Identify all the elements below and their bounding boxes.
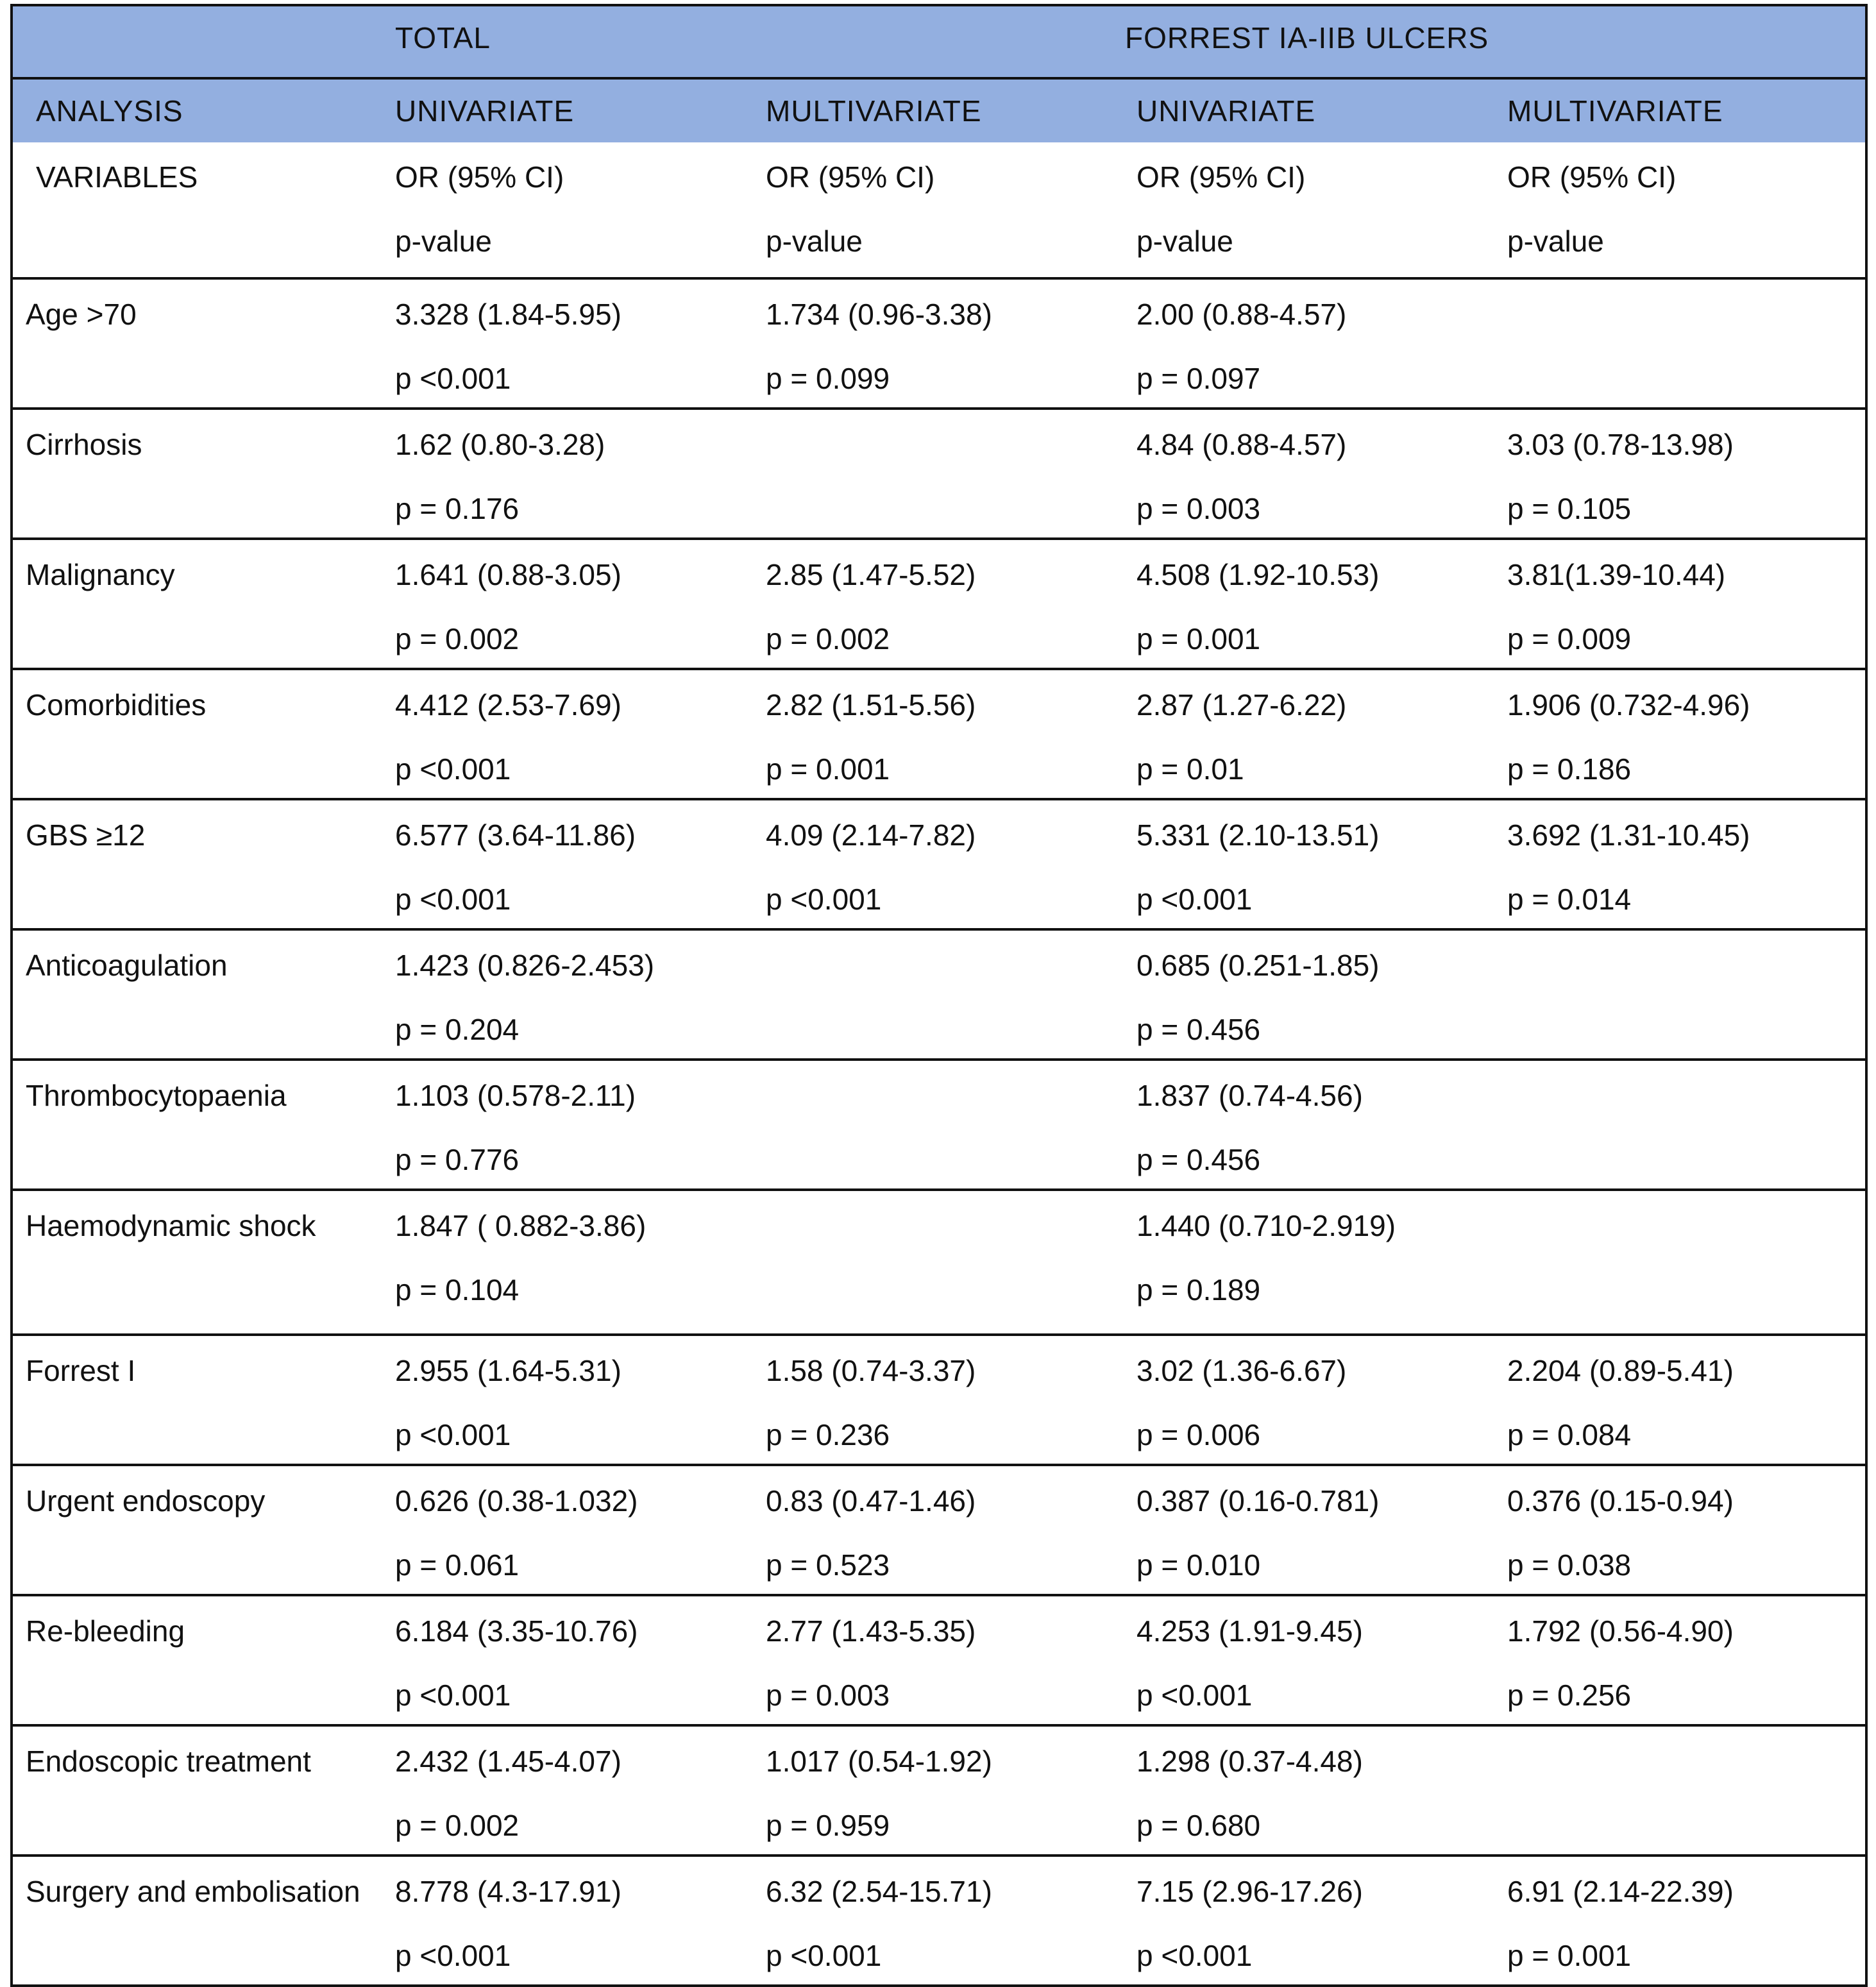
p-value: [1496, 335, 1865, 358]
variable-label: Endoscopic treatment: [26, 1745, 311, 1778]
result-cell: [1125, 1465, 1496, 1595]
result-cell: [384, 1335, 754, 1465]
table-row: [12, 1060, 1866, 1190]
variable-cell: [12, 278, 384, 409]
p-value: p = 0.003: [1137, 492, 1261, 525]
odds-ratio-value: 3.328 (1.84-5.95): [395, 298, 621, 331]
result-cell: [1496, 1190, 1866, 1335]
header-group-row: [12, 5, 1866, 78]
variable-cell: [12, 1856, 384, 1986]
variable-cell: [12, 929, 384, 1060]
variable-label: Thrombocytopaenia: [26, 1079, 287, 1112]
p-value: p = 0.003: [766, 1678, 890, 1712]
p-value: p <0.001: [395, 1678, 511, 1712]
p-value: p = 0.959: [766, 1809, 890, 1842]
p-value: p <0.001: [766, 883, 882, 916]
header-forrest: FORREST IA-IIB ULCERS: [1125, 21, 1489, 55]
odds-ratio-value: 1.734 (0.96-3.38): [766, 298, 992, 331]
header-analysis-row: [12, 78, 1866, 142]
result-cell: [754, 929, 1125, 1060]
result-cell: [384, 929, 754, 1060]
p-value: p = 0.009: [1507, 622, 1632, 655]
odds-ratio-value: 2.82 (1.51-5.56): [766, 688, 976, 722]
odds-ratio-value: 6.91 (2.14-22.39): [1507, 1875, 1734, 1908]
p-value: p = 0.084: [1507, 1418, 1632, 1451]
p-value: p <0.001: [1137, 1939, 1253, 1972]
odds-ratio-value: 3.81(1.39-10.44): [1507, 558, 1726, 591]
result-cell: [384, 1725, 754, 1856]
result-cell: [1125, 929, 1496, 1060]
odds-ratio-value: 2.955 (1.64-5.31): [395, 1354, 621, 1387]
p-value: p = 0.01: [1137, 752, 1244, 786]
result-cell: [1125, 539, 1496, 669]
variable-cell: [12, 1335, 384, 1465]
p-value: p = 0.204: [395, 1013, 520, 1046]
odds-ratio-value: 6.577 (3.64-11.86): [395, 818, 636, 852]
variable-label: Cirrhosis: [26, 428, 142, 461]
header-or-ci: OR (95% CI): [395, 160, 564, 194]
variable-label: Age >70: [26, 298, 137, 331]
odds-ratio-value: 3.03 (0.78-13.98): [1507, 428, 1734, 461]
odds-ratio-value: 1.847 ( 0.882-3.86): [395, 1209, 646, 1242]
result-cell: [384, 278, 754, 409]
p-value: [1496, 1246, 1865, 1269]
header-or-ci: OR (95% CI): [1507, 160, 1677, 194]
p-value: p = 0.456: [1137, 1013, 1261, 1046]
odds-ratio-value: 2.00 (0.88-4.57): [1137, 298, 1347, 331]
odds-ratio-value: 2.85 (1.47-5.52): [766, 558, 976, 591]
odds-ratio-value: 1.641 (0.88-3.05): [395, 558, 621, 591]
variable-label: Malignancy: [26, 558, 175, 591]
header-multivariate-forrest: MULTIVARIATE: [1507, 94, 1723, 128]
result-cell: [1496, 1335, 1866, 1465]
p-value: p <0.001: [766, 1939, 882, 1972]
variable-cell: [12, 1190, 384, 1335]
odds-ratio-value: 0.685 (0.251-1.85): [1137, 949, 1380, 982]
p-value: [1496, 1782, 1865, 1805]
p-value: [1496, 1116, 1865, 1139]
p-value: [754, 986, 1125, 1009]
p-value: p = 0.105: [1507, 492, 1632, 525]
p-value: p = 0.002: [395, 622, 520, 655]
table-row: [12, 1190, 1866, 1335]
odds-ratio-value: 3.02 (1.36-6.67): [1137, 1354, 1347, 1387]
result-cell: [1496, 929, 1866, 1060]
table-row: [12, 1335, 1866, 1465]
p-value: p = 0.456: [1137, 1143, 1261, 1176]
variable-cell: [12, 1060, 384, 1190]
header-or-ci: OR (95% CI): [1137, 160, 1306, 194]
header-variables: VARIABLES: [36, 160, 198, 194]
result-cell: [754, 1856, 1125, 1986]
table-row: [12, 539, 1866, 669]
header-or-ci: OR (95% CI): [766, 160, 935, 194]
result-cell: [384, 669, 754, 799]
p-value: p = 0.680: [1137, 1809, 1261, 1842]
result-cell: [754, 278, 1125, 409]
header-p-value: p-value: [766, 224, 863, 258]
result-cell: [384, 1595, 754, 1725]
result-cell: [1496, 1060, 1866, 1190]
odds-ratio-value: 4.253 (1.91-9.45): [1137, 1614, 1363, 1648]
odds-ratio-value: 5.331 (2.10-13.51): [1137, 818, 1380, 852]
header-empty-cell: [12, 5, 384, 78]
result-cell: [384, 409, 754, 539]
odds-ratio-value: 4.412 (2.53-7.69): [395, 688, 621, 722]
result-cell: [1496, 409, 1866, 539]
result-cell: [384, 799, 754, 929]
result-cell: [1125, 799, 1496, 929]
variable-label: Surgery and embolisation: [26, 1875, 360, 1908]
header-variables-row: [12, 142, 1866, 278]
result-cell: [1125, 669, 1496, 799]
odds-ratio-value: 1.103 (0.578-2.11): [395, 1079, 636, 1112]
p-value: [754, 465, 1125, 488]
table-row: [12, 1465, 1866, 1595]
variable-label: Haemodynamic shock: [26, 1209, 316, 1242]
p-value: p = 0.189: [1137, 1273, 1261, 1306]
result-cell: [1496, 669, 1866, 799]
p-value: p = 0.001: [1137, 622, 1261, 655]
p-value: p <0.001: [1137, 1678, 1253, 1712]
odds-ratio-value: 1.62 (0.80-3.28): [395, 428, 605, 461]
header-univariate-total: UNIVARIATE: [395, 94, 575, 128]
result-cell: [1125, 1335, 1496, 1465]
p-value: [754, 1246, 1125, 1269]
variable-label: GBS ≥12: [26, 818, 146, 852]
result-cell: [384, 539, 754, 669]
odds-ratio-value: 2.432 (1.45-4.07): [395, 1745, 621, 1778]
result-cell: [1125, 278, 1496, 409]
variable-cell: [12, 1465, 384, 1595]
table-row: [12, 1725, 1866, 1856]
header-p-value: p-value: [395, 224, 492, 258]
result-cell: [754, 1725, 1125, 1856]
odds-ratio-value: [1496, 1061, 1865, 1116]
variable-label: Forrest I: [26, 1354, 136, 1387]
odds-ratio-value: 7.15 (2.96-17.26): [1137, 1875, 1363, 1908]
p-value: p = 0.001: [766, 752, 890, 786]
p-value: [754, 1116, 1125, 1139]
p-value: [1496, 986, 1865, 1009]
odds-ratio-value: 1.58 (0.74-3.37): [766, 1354, 976, 1387]
odds-ratio-value: 2.87 (1.27-6.22): [1137, 688, 1347, 722]
result-cell: [1125, 1595, 1496, 1725]
p-value: p = 0.002: [766, 622, 890, 655]
odds-ratio-table: [10, 4, 1868, 1987]
p-value: p <0.001: [1137, 883, 1253, 916]
odds-ratio-value: 3.692 (1.31-10.45): [1507, 818, 1750, 852]
header-p-value: p-value: [1137, 224, 1233, 258]
result-cell: [384, 1060, 754, 1190]
variable-cell: [12, 1725, 384, 1856]
variable-cell: [12, 1595, 384, 1725]
table-row: [12, 669, 1866, 799]
odds-ratio-value: 4.508 (1.92-10.53): [1137, 558, 1380, 591]
p-value: p = 0.176: [395, 492, 520, 525]
odds-ratio-value: 6.32 (2.54-15.71): [766, 1875, 992, 1908]
header-univariate-forrest: UNIVARIATE: [1137, 94, 1316, 128]
odds-ratio-value: 4.09 (2.14-7.82): [766, 818, 976, 852]
variable-label: Urgent endoscopy: [26, 1484, 266, 1518]
header-total-cell: [384, 5, 754, 78]
result-cell: [1496, 799, 1866, 929]
header-multivariate-total: MULTIVARIATE: [766, 94, 982, 128]
result-cell: [754, 1595, 1125, 1725]
p-value: p = 0.776: [395, 1143, 520, 1176]
result-cell: [1125, 1190, 1496, 1335]
p-value: p = 0.097: [1137, 362, 1261, 395]
odds-ratio-value: 1.423 (0.826-2.453): [395, 949, 655, 982]
p-value: p = 0.006: [1137, 1418, 1261, 1451]
odds-ratio-value: 1.017 (0.54-1.92): [766, 1745, 992, 1778]
odds-ratio-value: 0.83 (0.47-1.46): [766, 1484, 976, 1518]
result-cell: [384, 1190, 754, 1335]
result-cell: [1496, 278, 1866, 409]
odds-ratio-value: [1496, 280, 1865, 335]
result-cell: [1496, 1595, 1866, 1725]
table-row: [12, 1856, 1866, 1986]
odds-ratio-value: [754, 1191, 1125, 1246]
table-row: [12, 929, 1866, 1060]
odds-ratio-value: [754, 931, 1125, 986]
p-value: p = 0.099: [766, 362, 890, 395]
result-cell: [754, 409, 1125, 539]
odds-ratio-value: [754, 1061, 1125, 1116]
odds-ratio-value: [1496, 1191, 1865, 1246]
odds-ratio-value: 1.792 (0.56-4.90): [1507, 1614, 1734, 1648]
p-value: p = 0.061: [395, 1548, 520, 1582]
result-cell: [1125, 409, 1496, 539]
result-cell: [1125, 1060, 1496, 1190]
p-value: p = 0.236: [766, 1418, 890, 1451]
p-value: p = 0.104: [395, 1273, 520, 1306]
table-row: [12, 1595, 1866, 1725]
result-cell: [1125, 1856, 1496, 1986]
odds-ratio-value: 1.298 (0.37-4.48): [1137, 1745, 1363, 1778]
odds-ratio-value: 8.778 (4.3-17.91): [395, 1875, 621, 1908]
result-cell: [384, 1856, 754, 1986]
result-cell: [754, 539, 1125, 669]
odds-ratio-value: 1.440 (0.710-2.919): [1137, 1209, 1396, 1242]
odds-ratio-value: 1.906 (0.732-4.96): [1507, 688, 1750, 722]
p-value: p = 0.010: [1137, 1548, 1261, 1582]
result-cell: [754, 1465, 1125, 1595]
result-cell: [754, 1190, 1125, 1335]
variable-label: Re-bleeding: [26, 1614, 185, 1648]
p-value: p = 0.038: [1507, 1548, 1632, 1582]
table-row: [12, 409, 1866, 539]
p-value: p <0.001: [395, 362, 511, 395]
odds-ratio-value: 0.626 (0.38-1.032): [395, 1484, 638, 1518]
p-value: p = 0.014: [1507, 883, 1632, 916]
p-value: p <0.001: [395, 883, 511, 916]
result-cell: [1496, 1465, 1866, 1595]
result-cell: [384, 1465, 754, 1595]
odds-ratio-value: 1.837 (0.74-4.56): [1137, 1079, 1363, 1112]
header-p-value: p-value: [1507, 224, 1604, 258]
p-value: p <0.001: [395, 752, 511, 786]
header-forrest-cell: [1125, 5, 1866, 78]
variable-cell: [12, 539, 384, 669]
result-cell: [754, 669, 1125, 799]
p-value: p = 0.523: [766, 1548, 890, 1582]
variable-label: Anticoagulation: [26, 949, 228, 982]
p-value: p = 0.186: [1507, 752, 1632, 786]
result-cell: [1496, 1725, 1866, 1856]
result-cell: [754, 1335, 1125, 1465]
odds-ratio-value: 2.77 (1.43-5.35): [766, 1614, 976, 1648]
odds-ratio-value: 2.204 (0.89-5.41): [1507, 1354, 1734, 1387]
odds-ratio-value: [1496, 931, 1865, 986]
result-cell: [1496, 1856, 1866, 1986]
header-analysis: ANALYSIS: [36, 94, 183, 128]
result-cell: [754, 799, 1125, 929]
variable-cell: [12, 409, 384, 539]
result-cell: [1496, 539, 1866, 669]
odds-ratio-value: 4.84 (0.88-4.57): [1137, 428, 1347, 461]
p-value: p <0.001: [395, 1418, 511, 1451]
header-total: TOTAL: [395, 21, 491, 55]
p-value: p = 0.256: [1507, 1678, 1632, 1712]
table-row: [12, 799, 1866, 929]
odds-ratio-value: [754, 410, 1125, 465]
odds-ratio-value: [1496, 1727, 1865, 1782]
odds-ratio-value: 6.184 (3.35-10.76): [395, 1614, 638, 1648]
result-cell: [1125, 1725, 1496, 1856]
variable-label: Comorbidities: [26, 688, 207, 722]
table-row: [12, 278, 1866, 409]
result-cell: [754, 1060, 1125, 1190]
p-value: p = 0.001: [1507, 1939, 1632, 1972]
p-value: p <0.001: [395, 1939, 511, 1972]
p-value: p = 0.002: [395, 1809, 520, 1842]
variable-cell: [12, 799, 384, 929]
odds-ratio-value: 0.376 (0.15-0.94): [1507, 1484, 1734, 1518]
variable-cell: [12, 669, 384, 799]
odds-ratio-value: 0.387 (0.16-0.781): [1137, 1484, 1380, 1518]
